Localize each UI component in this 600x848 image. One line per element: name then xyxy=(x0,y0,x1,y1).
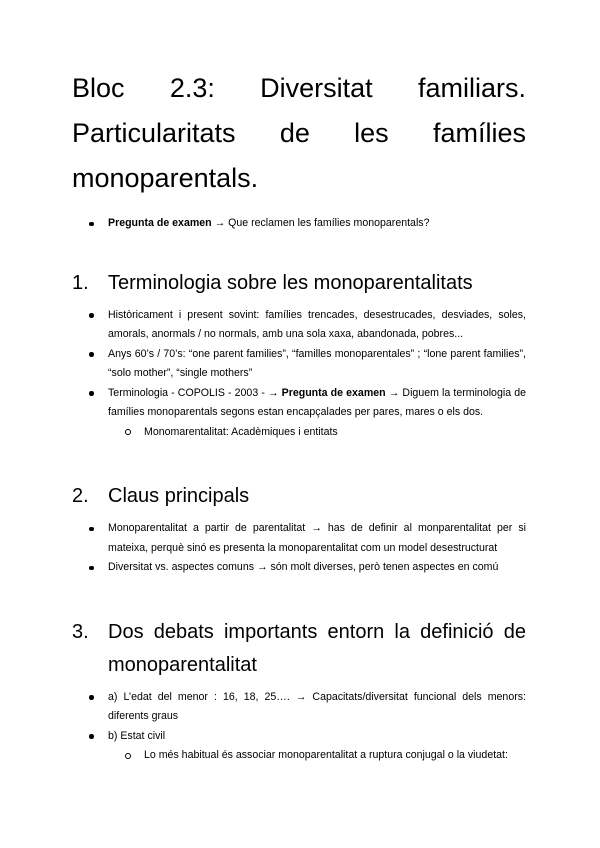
section-title: Claus principals xyxy=(108,485,250,507)
list-item-text: Terminologia - COPOLIS - 2003 - → xyxy=(108,386,282,399)
list-item xyxy=(72,214,526,234)
section-heading-3 xyxy=(72,616,526,682)
section-2-list xyxy=(72,519,526,578)
section-3-list xyxy=(72,688,526,766)
intro-list xyxy=(72,214,526,234)
list-item: Històricament i present sovint: famílies trencades, desestrucades, desviades, soles, amorals, anormals / no normals, amb una sola xaxa, abandonada, pobres... xyxy=(72,306,526,345)
list-item: Anys 60’s / 70’s: “one parent families”, “familles monoparentales” ; “lone parent families”, “solo mother”, “single mothers” xyxy=(72,345,526,384)
section-title: Dos debats importants entorn la definició de monoparentalitat xyxy=(108,620,526,676)
section-number: 1. xyxy=(72,271,89,294)
section-heading-2 xyxy=(72,480,526,513)
section-number: 2. xyxy=(72,485,89,507)
intro-text: → Que reclamen les famílies monoparentals? xyxy=(211,217,430,229)
section-number: 3. xyxy=(72,620,89,643)
list-item: Diversitat vs. aspectes comuns → són molt diverses, però tenen aspectes en comú xyxy=(72,558,526,578)
list-item xyxy=(72,384,526,423)
exam-question-label: Pregunta de examen xyxy=(108,217,212,229)
document-title: Bloc 2.3: Diversitat familiars. Particularitats de les famílies monoparentals. xyxy=(72,73,526,193)
list-item: Monoparentalitat a partir de parentalitat → has de definir al monparentalitat per si mateixa, perquè sinó es presenta la monoparentalitat com un model desestructurat xyxy=(72,519,526,558)
list-item: a) L’edat del menor : 16, 18, 25…. → Capacitats/diversitat funcional dels menors: diferents graus xyxy=(72,688,526,727)
sub-list-item: Lo més habitual és associar monoparentalitat a ruptura conjugal o la viudetat: xyxy=(72,746,526,766)
document-page xyxy=(72,66,526,766)
section-1-list xyxy=(72,306,526,443)
list-item: b) Estat civil xyxy=(72,727,526,747)
section-heading-1 xyxy=(72,267,526,300)
sub-list-item: Monomarentalitat: Acadèmiques i entitats xyxy=(72,423,526,443)
exam-question-label: Pregunta de examen xyxy=(281,386,386,399)
list-item-text: → Diguem la terminologia de famílies monoparentals segons estan encapçalades per pares, mares o els dos. xyxy=(108,386,526,418)
section-title: Terminologia sobre les monoparentalitats xyxy=(108,271,473,294)
